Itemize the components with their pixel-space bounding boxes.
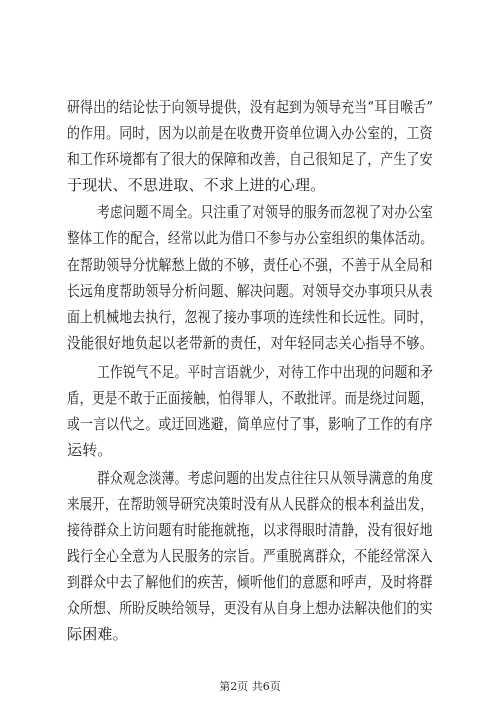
text-line: 运转。 (67, 441, 113, 459)
text-line: 面上机械地去执行，忽视了接办事项的连续性和长远性。同时， (67, 308, 433, 326)
text-line: 工作锐气不足。平时言语就少，对待工作中出现的问题和矛 (97, 363, 434, 381)
text-line: 整体工作的配合，经常以此为借口不参与办公室组织的集体活动。 (67, 229, 433, 247)
text-line: 盾，更是不敢于正面接触，怕得罪人，不敢批评。而是绕过问题， (67, 389, 433, 407)
text-line: 群众观念淡薄。考虑问题的出发点往往只从领导满意的角度 (97, 469, 434, 487)
text-line: 的作用。同时，因为以前是在收费开资单位调入办公室的，工资 (67, 124, 433, 142)
text-line: 在帮助领导分忧解愁上做的不够，责任心不强，不善于从全局和 (67, 256, 433, 274)
text-line: 长远角度帮助领导分析问题、解决问题。对领导交办事项只从表 (67, 282, 433, 300)
page-footer: 第2页 共6页 (219, 680, 281, 693)
text-line: 考虑问题不周全。只注重了对领导的服务而忽视了对办公室 (97, 203, 434, 221)
text-line: 来展开，在帮助领导研究决策时没有从人民群众的根本利益出发， (67, 495, 433, 513)
text-line: 践行全心全意为人民服务的宗旨。严重脱离群众，不能经常深入 (67, 547, 433, 565)
text-line: 际困难。 (67, 625, 128, 643)
text-line: 和工作环境都有了很大的保障和改善，自己很知足了，产生了安 (67, 150, 433, 168)
text-line: 到群众中去了解他们的疾苦，倾听他们的意愿和呼声，及时将群 (67, 573, 433, 591)
text-line: 没能很好地负起以老带新的责任，对年轻同志关心指导不够。 (67, 334, 434, 352)
text-line: 研得出的结论怯于向领导提供，没有起到为领导充当“耳目喉舌” (67, 98, 434, 116)
text-line: 或一言以代之。或迂回逃避，简单应付了事，影响了工作的有序 (67, 415, 433, 433)
text-line: 接待群众上访问题有时能拖就拖，以求得眼时清静，没有很好地 (67, 521, 433, 539)
text-line: 于现状、不思进取、不求上进的心理。 (67, 176, 326, 194)
text-line: 众所想、所盼反映给领导，更没有从自身上想办法解决他们的实 (67, 599, 433, 617)
